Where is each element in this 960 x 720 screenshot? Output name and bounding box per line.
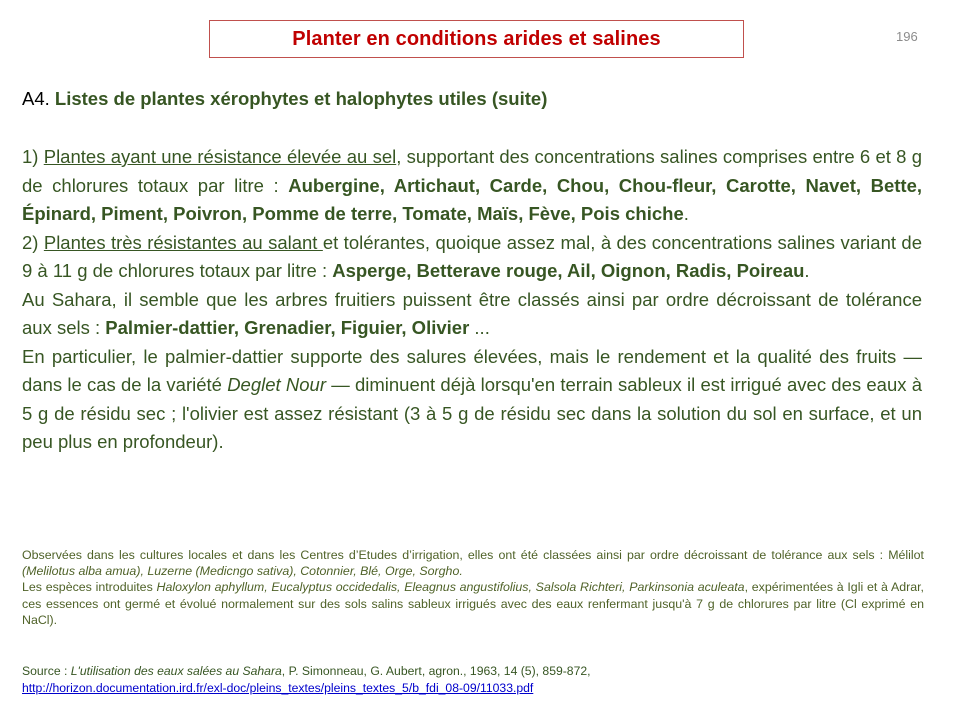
note-1	[22, 547, 924, 579]
p2-underlined: Plantes très résistantes au salant	[43, 231, 323, 253]
p1-plants: Aubergine, Artichaut, Carde, Chou, Chou-fleur, Carotte, Navet, Bette, Épinard, Piment, Poivron, Pomme de terre, Tomate, Maïs, Fève, Pois chiche	[22, 174, 922, 224]
paragraph-2	[22, 229, 922, 286]
note-1-text: Observées dans les cultures locales et dans les Centres d’Etudes d’irrigation, elles ont été classées ainsi par ordre décroissant de tolérance aux sels : Mélilot	[22, 548, 924, 562]
source-link[interactable]: http://horizon.documentation.ird.fr/exl-doc/pleins_textes/pleins_textes_5/b_fdi_08-09/11033.pdf	[22, 681, 534, 695]
p1-number: 1)	[22, 146, 44, 167]
main-body	[22, 143, 922, 457]
p1-underlined: Plantes ayant une résistance élevée au sel	[43, 146, 397, 167]
p2-end: .	[804, 260, 810, 281]
p4-text-a: En particulier, le palmier-dattier supporte des salures élevées, mais le rendement et la qualité des fruits — dans le cas de la variété	[22, 345, 922, 395]
note-2	[22, 579, 924, 628]
notes-block	[22, 547, 924, 628]
p4-text-b: — diminuent déjà lorsqu'en terrain sableux il est irrigué avec des eaux à 5 g de résidu sec ; l'olivier est assez résistant (3 à 5 g de résidu sec dans la solution du sol en surface, et un peu plus en profondeur).	[22, 374, 922, 452]
slide-title: Planter en conditions arides et salines	[292, 27, 661, 50]
note-2-b: , expérimentées à Igli et à Adrar, ces essences ont germé et évolué normalement sur des sols salins sableux irrigués avec des eaux renfermant jusqu'à 7 g de chlorures par litre (Cl exprimé en NaCl).	[22, 580, 925, 627]
source-url-line	[22, 680, 932, 697]
p1-text: , supportant des concentrations salines comprises entre 6 et 8 g de chlorures totaux par litre :	[22, 146, 923, 196]
source-details: , P. Simonneau, G. Aubert, agron., 1963, 14 (5), 859-872,	[281, 664, 591, 678]
heading-text: Listes de plantes xérophytes et halophytes utiles (suite)	[54, 88, 548, 109]
p2-plants: Asperge, Betterave rouge, Ail, Oignon, Radis, Poireau	[332, 260, 805, 281]
heading-prefix: A4.	[22, 88, 55, 109]
source-block	[22, 663, 932, 697]
paragraph-4	[22, 343, 922, 457]
p2-text: et tolérantes, quoique assez mal, à des concentrations salines variant de 9 à 11 g de chlorures totaux par litre :	[22, 231, 922, 281]
page-number: 196	[896, 29, 918, 44]
p2-number: 2)	[22, 231, 44, 253]
p4-variety: Deglet Nour	[227, 374, 326, 395]
source-work: L'utilisation des eaux salées au Sahara	[70, 664, 282, 678]
section-heading	[22, 88, 547, 110]
note-2-species: Haloxylon aphyllum, Eucalyptus occidedalis, Eleagnus angustifolius, Salsola Richteri, Parkinsonia aculeata	[156, 580, 745, 595]
paragraph-3	[22, 286, 922, 343]
source-citation	[22, 663, 932, 680]
p1-end: .	[683, 203, 689, 224]
note-2-a: Les espèces introduites	[22, 580, 157, 595]
p3-end: ...	[469, 317, 490, 338]
paragraph-1	[22, 143, 922, 229]
source-prefix: Source :	[22, 664, 71, 678]
p3-plants: Palmier-dattier, Grenadier, Figuier, Olivier	[105, 317, 470, 338]
note-1-italic: (Melilotus alba amua), Luzerne (Medicngo sativa), Cotonnier, Blé, Orge, Sorgho.	[22, 564, 463, 579]
slide-title-box	[209, 20, 744, 58]
p3-text: Au Sahara, il semble que les arbres fruitiers puissent être classés ainsi par ordre décroissant de tolérance aux sels :	[22, 288, 922, 338]
